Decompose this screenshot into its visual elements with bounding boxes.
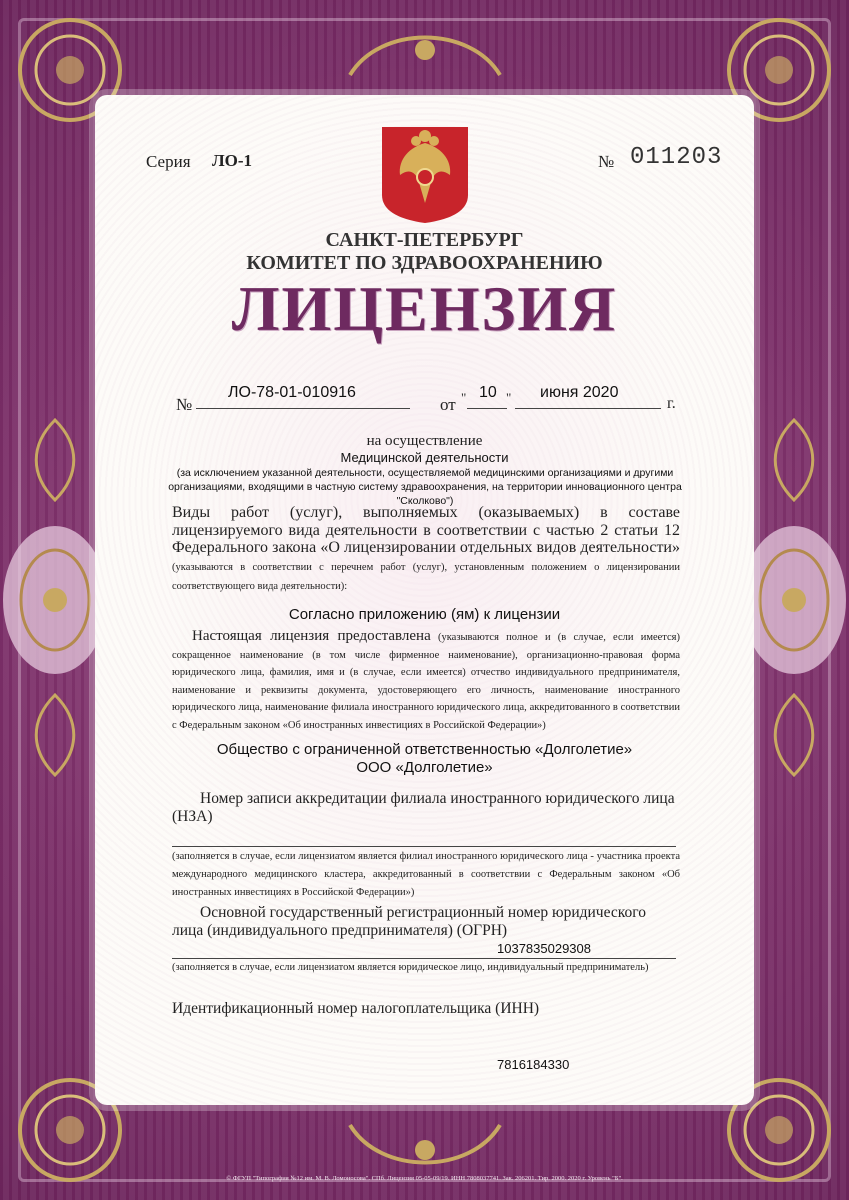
granted-description	[172, 628, 680, 734]
year-suffix: г.	[667, 395, 676, 412]
license-from-label: от	[440, 395, 456, 414]
series-value: ЛО-1	[212, 151, 253, 170]
authority-title: КОМИТЕТ ПО ЗДРАВООХРАНЕНИЮ	[246, 252, 603, 274]
license-number-label: №	[176, 395, 193, 414]
license-number-underline	[196, 408, 410, 409]
works-description	[172, 504, 680, 596]
city-title: САНКТ-ПЕТЕРБУРГ	[325, 229, 524, 251]
nza-label: Номер записи аккредитации филиала иностранного юридического лица (НЗА)	[172, 790, 675, 825]
nza-underline	[172, 846, 676, 847]
inn-label: Идентификационный номер налогоплательщика (ИНН)	[172, 1000, 540, 1017]
coat-of-arms-icon	[380, 125, 470, 225]
document-title: ЛИЦЕНЗИЯ	[231, 273, 618, 344]
nza-note: (заполняется в случае, если лицензиатом является филиал иностранного юридического лица - участника проекта международного медицинского кластера, аккредитованный в соответствии с Федеральным законом «Об иностранных инвестициях в Российской Федерации»)	[172, 851, 680, 898]
purpose-label: на осуществление	[366, 433, 483, 449]
ogrn-label: Основной государственный регистрационный номер юридического лица (индивидуального предпринимателя) (ОГРН)	[172, 904, 646, 939]
works-text-main: Виды работ (услуг), выполняемых (оказываемых) в составе лицензируемого вида деятельности в соответствии с частью 2 статьи 12 Федерального закона «О лицензировании отдельных видов деятельности»	[172, 504, 680, 556]
granted-small: (указываются полное и (в случае, если имеется) сокращенное наименование (в том числе фирменное наименование), организационно-правовая форма юридического лица, фамилия, имя и (в случае, если имеется) отчество индивидуального предпринимателя, наименование и реквизиты документа, удостоверяющего его личность, наименование иностранного юридического лица, наименование филиала иностранного юридического лица, аккредитованного в соответствии с Федеральным законом «Об иностранных инвестициях в Российской Федерации»)	[172, 632, 680, 731]
series-label: Серия	[146, 152, 191, 171]
rosette-ornament-icon	[0, 520, 110, 680]
license-day-underline	[467, 408, 507, 409]
activity-note: (за исключением указанной деятельности, осуществляемой медицинскими организациями и другими организациями, входящими в частную систему здравоохранения, на территории инновационного центра "Сколково")	[168, 467, 682, 507]
top-ornament-icon	[340, 15, 510, 85]
blank-number-value: 011203	[630, 144, 723, 171]
rosette-ornament-icon	[739, 520, 849, 680]
ogrn-underline	[172, 958, 676, 959]
ogrn-note: (заполняется в случае, если лицензиатом является юридическое лицо, индивидуальный предприниматель)	[172, 962, 649, 973]
quote-open: "	[461, 390, 467, 405]
license-date-underline	[515, 408, 661, 409]
ogrn-value: 1037835029308	[497, 941, 591, 956]
organization-short-name: ООО «Долголетие»	[356, 759, 493, 776]
works-value: Согласно приложению (ям) к лицензии	[288, 606, 561, 623]
activity-name: Медицинской деятельности	[340, 450, 509, 465]
inn-value: 7816184330	[497, 1057, 570, 1072]
license-month-year: июня 2020	[540, 384, 619, 401]
license-day: 10	[479, 384, 497, 401]
works-text-small: (указываются в соответствии с перечнем работ (услуг), установленным положением о лицензировании соответствующего вида деятельности):	[172, 561, 680, 592]
quote-close: "	[506, 390, 512, 405]
license-number: ЛО-78-01-010916	[228, 384, 356, 401]
print-footer: © ФГУП "Типография №12 им. М. В. Ломоносова". СПб. Лицензия 05-05-09/19. ИНН 7808037741. Зак. 206201. Тир. 2000. 2020 г. Уровень "Б".	[226, 1175, 623, 1182]
granted-main: Настоящая лицензия предоставлена	[192, 628, 431, 644]
organization-full-name: Общество с ограниченной ответственностью «Долголетие»	[216, 741, 633, 758]
blank-number-label: №	[598, 152, 615, 171]
